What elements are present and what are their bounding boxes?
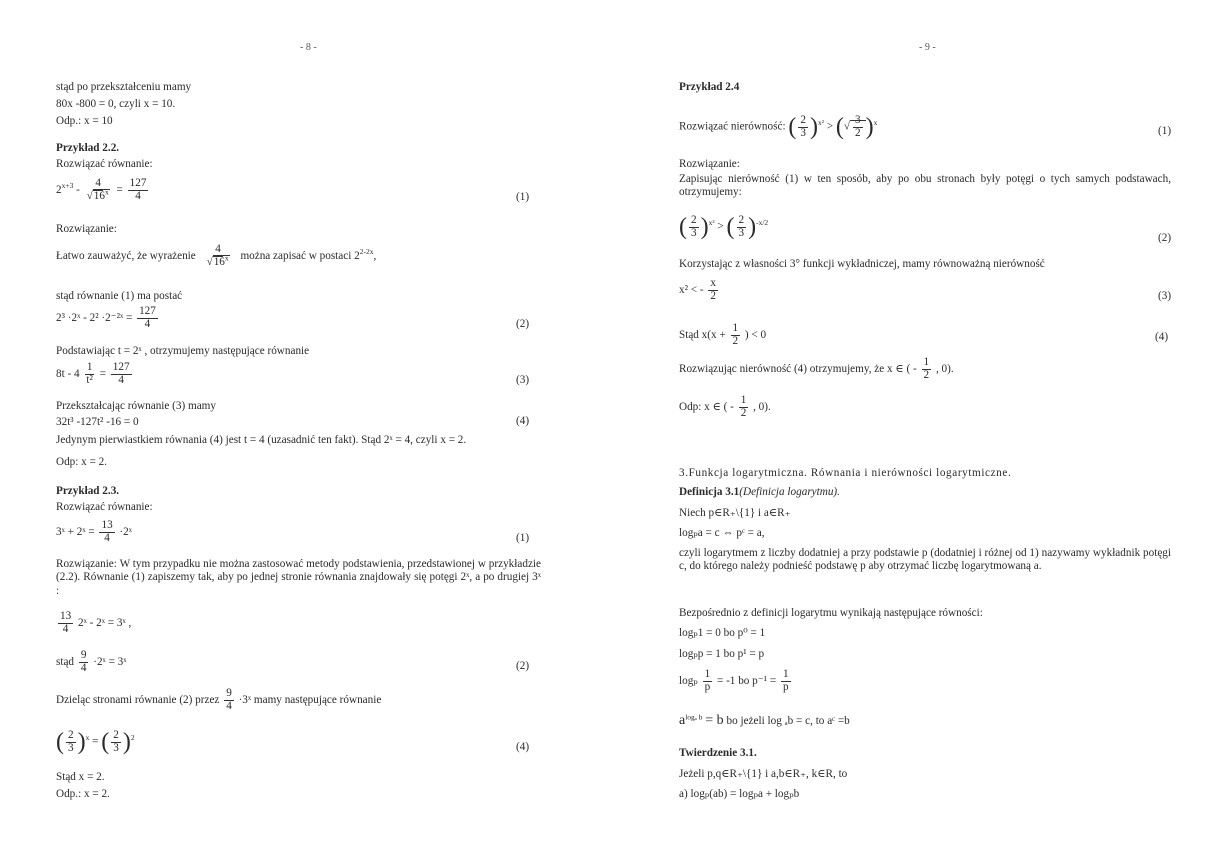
equation-number: (1) [516,191,530,203]
equation: 2³ ·2ˣ - 2² ·2⁻²ˣ = $\frac{127}{4}$ [56,305,156,330]
equation: ( $\frac{2}{3}$ )$^{x^2}$ > ( $\frac{2}{3}$ )$^{-x/2}$ [679,213,769,240]
equation: 8t - 4 $\frac{1}{\text{t²}}$ = $\frac{127}{4}$ [56,361,130,386]
equation: 32t³ -127t² -16 = 0 [56,416,139,428]
text-line: Stąd x = 2. [56,771,105,783]
equation: ( $\frac{2}{3}$ )$^x$ = ( $\frac{2}{3}$ )$^2$ [56,728,135,755]
text-line: 80x -800 = 0, czyli x = 10. [56,98,176,110]
right-page [613,0,1226,863]
equation: 3ˣ + 2ˣ = $\frac{13}{4}$ ·2ˣ [56,519,133,544]
text-line: Łatwo zauważyć, że wyrażenie $\frac{4}{√16^x}$ można zapisać w postaci $2^{2-2x}$, [56,243,377,268]
equation-number: (3) [1158,290,1172,302]
equation-number: (2) [516,660,530,672]
equation: stąd $\frac{9}{4}$ ·2ˣ = 3ˣ [56,649,127,674]
equation: $a^{log_a b} = b$ bo jeżeli log ₐb = c, to aᶜ =b [679,712,850,728]
equation-number: (2) [1158,232,1172,244]
equation: logₚ $\frac{1}{p}$ = -1 bo p⁻¹ = $\frac{1}{p}$ [679,668,789,693]
text-line: Korzystając z własności 3° funkcji wykładniczej, mamy równoważną nierówność [679,258,1045,270]
example-heading: Przykład 2.3. [56,485,120,497]
equation-number: (4) [1155,331,1169,343]
text-line: Niech p∈R₊\{1} i a∈R₊ [679,507,791,519]
example-heading: Przykład 2.2. [56,142,120,154]
paragraph: Zapisując nierówność (1) w ten sposób, aby po obu stronach były potęgi o tych samych podstawach, otrzymujemy: [679,173,1171,199]
equation: Stąd x(x + $\frac{1}{2}$ ) < 0 [679,322,767,347]
text-line: stąd równanie (1) ma postać [56,290,183,302]
answer: Odp.: x = 2. [56,788,110,800]
equation: $\frac{13}{4}$ 2ˣ - 2ˣ = 3ˣ , [60,610,132,635]
equation: a) logₚ(ab) = logₚa + logₚb [679,788,800,800]
text-line: Jeżeli p,q∈R₊\{1} i a,b∈R₊, k∈R, to [679,768,848,780]
text-line: Przekształcając równanie (3) mamy [56,400,216,412]
equation: Rozwiązać nierówność: ( $\frac{2}{3}$ )$^{x^2}$ > (√ $\frac{3}{2}$ )$^x$ [679,113,878,140]
equation-number: (2) [516,318,530,330]
example-heading: Przykład 2.4 [679,81,740,93]
text-line: Podstawiając t = 2ˣ , otrzymujemy następujące równanie [56,345,310,357]
equation: logₚa = c ⇔ pᶜ = a, [679,527,765,539]
theorem-heading: Twierdzenie 3.1. [679,747,757,759]
equation: x² < - $\frac{x}{2}$ [679,277,716,302]
task-text: Rozwiązać równanie: [56,501,153,513]
equation: $2^{x+3}$ - $\frac{4}{√16^x}$ = $\frac{127}{4}$ [56,177,147,202]
equation-number: (1) [1158,125,1172,137]
page-number: - 8 - [300,42,317,53]
equation: logₚ1 = 0 bo p⁰ = 1 [679,627,766,639]
text-line: Jedynym pierwiastkiem równania (4) jest t = 4 (uzasadnić ten fakt). Stąd 2ˣ = 4, czyli x = 2. [56,434,467,446]
solution-label: Rozwiązanie: [56,223,117,235]
section-heading: 3.Funkcja logarytmiczna. Równania i nierówności logarytmiczne. [679,467,1012,479]
equation: logₚp = 1 bo p¹ = p [679,648,765,660]
paragraph: Rozwiązanie: W tym przypadku nie można zastosować metody podstawienia, przedstawionej w przykładzie (2.2). Równanie (1) zapiszemy tak, aby po jednej stronie równania znajdowały się potęgi 2ˣ, a po drugiej 3ˣ : [56,558,541,597]
text-line: Odp.: x = 10 [56,115,113,127]
task-text: Rozwiązać równanie: [56,158,153,170]
solution-label: Rozwiązanie: [679,158,740,170]
text-line: stąd po przekształceniu mamy [56,81,192,93]
answer: Odp: x ∈ ( - $\frac{1}{2}$ , 0). [679,394,771,419]
definition-heading: Definicja 3.1(Definicja logarytmu). [679,486,840,498]
equation-number: (4) [516,415,530,427]
answer: Odp: x = 2. [56,456,108,468]
text-line: Rozwiązując nierówność (4) otrzymujemy, że x ∈ ( - $\frac{1}{2}$ , 0). [679,356,954,381]
page-number: - 9 - [919,42,936,53]
text-line: Bezpośrednio z definicji logarytmu wynikają następujące równości: [679,607,983,619]
equation-number: (4) [516,741,530,753]
paragraph: czyli logarytmem z liczby dodatniej a przy podstawie p (dodatniej i różnej od 1) nazywamy wykładnik potęgi c, do którego należy podnieść podstawę p aby otrzymać liczbę logarytmowaną a. [679,547,1171,573]
equation-number: (3) [516,374,530,386]
equation-number: (1) [516,532,530,544]
text-line: Dzieląc stronami równanie (2) przez $\frac{9}{4}$ ·3ˣ mamy następujące równanie [56,687,382,712]
